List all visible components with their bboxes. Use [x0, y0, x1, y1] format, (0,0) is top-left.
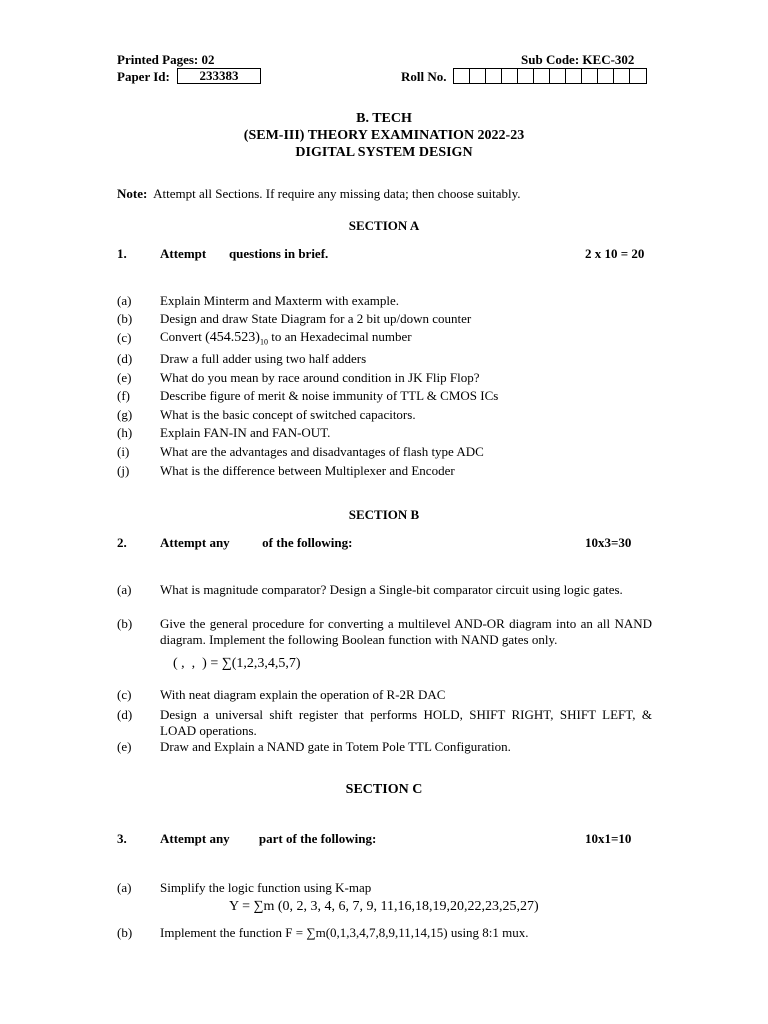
item-label: (b)	[117, 616, 133, 631]
item-label: (e)	[117, 739, 132, 754]
item-label: (e)	[117, 370, 132, 385]
q2e-text: Draw and Explain a NAND gate in Totem Pole TTL Configuration.	[160, 739, 511, 754]
item-label: (f)	[117, 388, 130, 403]
section-b-heading: SECTION B	[348, 507, 420, 522]
paper-id-value: 233383	[199, 68, 239, 83]
q3a-text: Simplify the logic function using K-map	[160, 880, 372, 895]
roll-no-boxes[interactable]	[453, 68, 647, 84]
q2d-text: Design a universal shift register that performs HOLD, SHIFT RIGHT, SHIFT LEFT, & LOAD operations.	[160, 707, 652, 738]
q1b-text: Design and draw State Diagram for a 2 bit up/down counter	[160, 311, 472, 326]
roll-cell[interactable]	[566, 69, 582, 83]
q1-number: 1.	[117, 246, 127, 261]
roll-no-label: Roll No.	[401, 69, 447, 84]
roll-cell[interactable]	[502, 69, 518, 83]
title-line-1: B. TECH	[356, 111, 412, 126]
q3b-text: Implement the function F = ∑m(0,1,3,4,7,8,9,11,14,15) using 8:1 mux.	[160, 925, 529, 940]
item-label: (j)	[117, 463, 130, 478]
item-label: (h)	[117, 425, 133, 440]
roll-cell[interactable]	[486, 69, 502, 83]
section-a-heading: SECTION A	[348, 218, 420, 233]
roll-cell[interactable]	[470, 69, 486, 83]
item-label: (c)	[117, 687, 132, 702]
q1e-text: What do you mean by race around condition in JK Flip Flop?	[160, 370, 480, 385]
q3-marks: 10x1=10	[585, 831, 632, 846]
paper-id-label: Paper Id:	[117, 69, 170, 84]
q2-marks: 10x3=30	[585, 535, 632, 550]
item-label: (a)	[117, 880, 132, 895]
roll-cell[interactable]	[598, 69, 614, 83]
printed-pages: Printed Pages: 02	[117, 52, 215, 67]
q2b-formula: ( , , ) = ∑(1,2,3,4,5,7)	[173, 656, 301, 671]
q1j-text: What is the difference between Multiplexer and Encoder	[160, 463, 455, 478]
q2b-text: Give the general procedure for converting a multilevel AND-OR diagram into an all NAND diagram. Implement the following Boolean function with NAND gates only.	[160, 616, 652, 647]
item-label: (b)	[117, 925, 133, 940]
item-label: (c)	[117, 330, 132, 345]
roll-cell[interactable]	[550, 69, 566, 83]
item-label: (a)	[117, 293, 132, 308]
q2-text: Attempt any of the following:	[160, 535, 353, 550]
item-label: (a)	[117, 582, 132, 597]
q1a-text: Explain Minterm and Maxterm with example.	[160, 293, 399, 308]
q1f-text: Describe figure of merit & noise immunity of TTL & CMOS ICs	[160, 388, 499, 403]
q1-marks: 2 x 10 = 20	[585, 246, 645, 261]
roll-cell[interactable]	[534, 69, 550, 83]
sub-code: Sub Code: KEC-302	[521, 52, 635, 67]
q2a-text: What is magnitude comparator? Design a Single-bit comparator circuit using logic gates.	[160, 582, 623, 597]
item-label: (d)	[117, 707, 133, 722]
q1h-text: Explain FAN-IN and FAN-OUT.	[160, 425, 331, 440]
roll-cell[interactable]	[614, 69, 630, 83]
q1g-text: What is the basic concept of switched capacitors.	[160, 407, 416, 422]
note	[117, 186, 521, 202]
title-line-3: DIGITAL SYSTEM DESIGN	[295, 145, 473, 160]
note-label: Note:	[117, 186, 148, 201]
q1i-text: What are the advantages and disadvantages of flash type ADC	[160, 444, 484, 459]
roll-cell[interactable]	[454, 69, 470, 83]
item-label: (b)	[117, 311, 133, 326]
item-label: (g)	[117, 407, 133, 422]
q1d-text: Draw a full adder using two half adders	[160, 351, 367, 366]
item-label: (d)	[117, 351, 133, 366]
q1-text: Attempt questions in brief.	[160, 246, 329, 261]
roll-cell[interactable]	[582, 69, 598, 83]
q1c-post: to an Hexadecimal number	[267, 329, 412, 344]
paper-id-box	[177, 68, 261, 84]
roll-cell[interactable]	[630, 69, 646, 83]
q3-number: 3.	[117, 831, 127, 846]
q2-number: 2.	[117, 535, 127, 550]
q1c-math: (454.523)	[205, 330, 260, 345]
q1c-sub: 10	[259, 337, 268, 347]
note-text: Attempt all Sections. If require any missing data; then choose suitably.	[153, 186, 521, 201]
roll-cell[interactable]	[518, 69, 534, 83]
title-line-2: (SEM-III) THEORY EXAMINATION 2022-23	[243, 128, 525, 143]
section-c-heading: SECTION C	[345, 782, 423, 797]
q1c-pre: Convert	[160, 329, 206, 344]
item-label: (i)	[117, 444, 130, 459]
q2c-text: With neat diagram explain the operation of R-2R DAC	[160, 687, 446, 702]
q3-text: Attempt any part of the following:	[160, 831, 377, 846]
q3a-formula: Y = ∑m (0, 2, 3, 4, 6, 7, 9, 11,16,18,19,20,22,23,25,27)	[229, 899, 539, 914]
q1c-text	[160, 329, 412, 347]
